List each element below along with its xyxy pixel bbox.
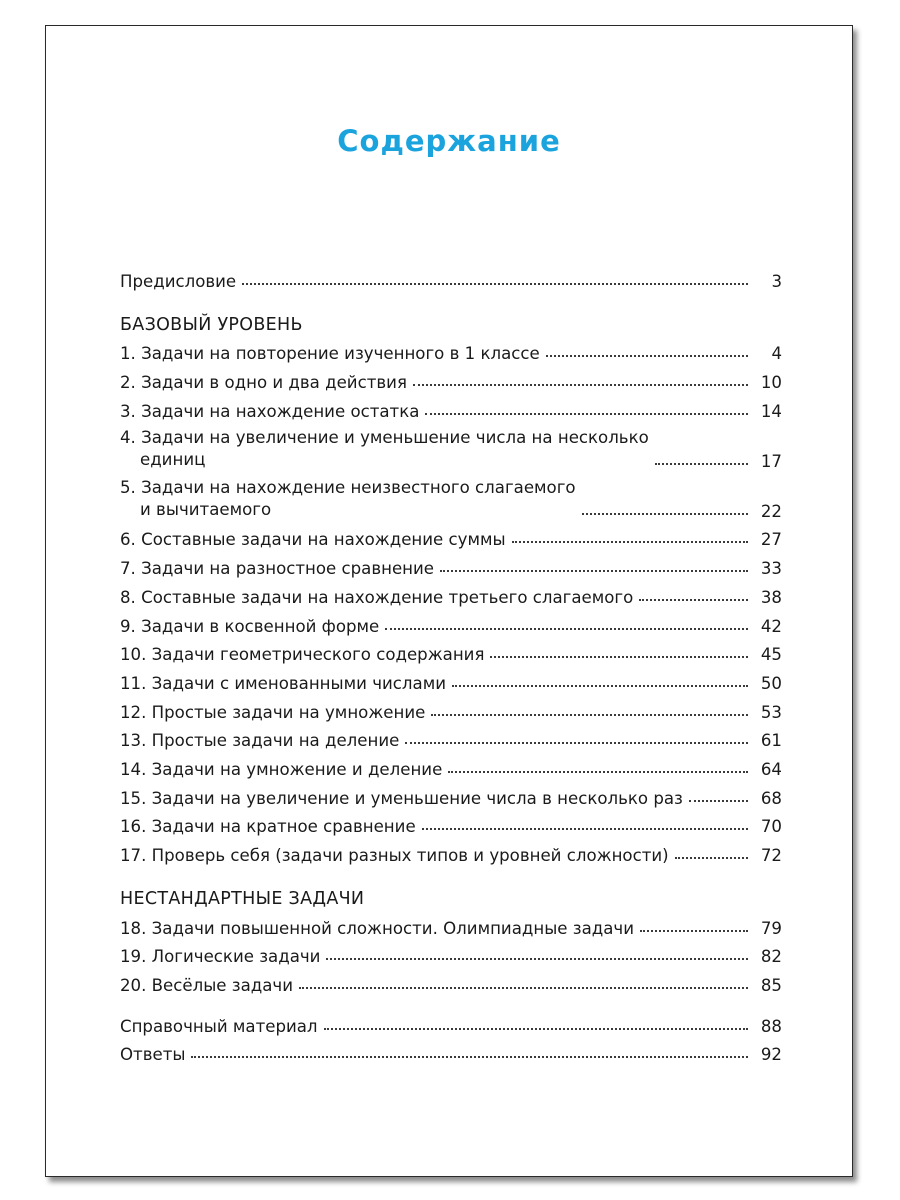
toc-entry[interactable] — [120, 607, 782, 636]
toc-entry-label: 11. Задачи с именованными числами — [120, 673, 447, 693]
dot-leader — [640, 930, 748, 932]
dot-leader — [655, 463, 748, 465]
toc-entry-page: 42 — [760, 616, 782, 636]
toc-entry-page: 17 — [760, 451, 782, 471]
toc-entry[interactable] — [120, 722, 782, 751]
toc-entry-page: 92 — [760, 1045, 782, 1065]
toc-entry-label: 6. Составные задачи на нахождение суммы — [120, 530, 506, 550]
toc-entry-page: 53 — [760, 702, 782, 722]
toc-entry-line2: единиц — [140, 449, 206, 469]
dot-leader — [689, 800, 748, 802]
toc-entry[interactable] — [120, 392, 782, 421]
toc-entry-page: 33 — [760, 559, 782, 579]
section-heading-nonstandard: НЕСТАНДАРТНЫЕ ЗАДАЧИ — [120, 889, 365, 909]
toc-entry-answers[interactable] — [120, 1036, 782, 1065]
spacer — [120, 995, 782, 1007]
toc-entry-appendix[interactable] — [120, 1007, 782, 1036]
toc-entry-page: 85 — [760, 976, 782, 996]
toc-entry-label: Предисловие — [120, 271, 237, 291]
toc-entry-page: 68 — [760, 788, 782, 808]
toc-entry-page: 38 — [760, 587, 782, 607]
dot-leader — [639, 599, 748, 601]
toc-entry-line1: 5. Задачи на нахождение неизвестного слагаемого — [120, 477, 576, 497]
dot-leader — [242, 283, 748, 285]
dot-leader — [512, 541, 748, 543]
toc-entry-label: 17. Проверь себя (задачи разных типов и уровней сложности) — [120, 846, 669, 865]
toc-entry-page: 14 — [760, 401, 782, 421]
toc-entry[interactable] — [120, 808, 782, 837]
toc-entry-page: 10 — [760, 373, 782, 393]
dot-leader — [440, 570, 748, 572]
toc-entry-label — [120, 477, 576, 521]
toc-entry-label: 12. Простые задачи на умножение — [120, 702, 426, 722]
toc-entry[interactable] — [120, 693, 782, 722]
toc-entry[interactable] — [120, 363, 782, 392]
toc-entry[interactable] — [120, 471, 782, 521]
toc-entry-label: 2. Задачи в одно и два действия — [120, 373, 407, 393]
dot-leader — [431, 714, 748, 716]
toc-entry-page: 64 — [760, 759, 782, 779]
toc-entry[interactable] — [120, 578, 782, 607]
toc-entry-page: 61 — [760, 731, 782, 751]
toc-entry-label: 1. Задачи на повторение изученного в 1 классе — [120, 344, 540, 364]
dot-leader — [546, 355, 748, 357]
toc-entry[interactable] — [120, 779, 782, 808]
toc-entry[interactable] — [120, 938, 782, 967]
toc-entry-label: 16. Задачи на кратное сравнение — [120, 817, 416, 837]
toc-entry[interactable] — [120, 521, 782, 550]
toc-entry-label: 9. Задачи в косвенной форме — [120, 616, 380, 636]
toc-entry-label: 3. Задачи на нахождение остатка — [120, 401, 420, 421]
toc-entry-label: 19. Логические задачи — [120, 947, 321, 967]
toc-entry-label: 8. Составные задачи на нахождение третьего слагаемого — [120, 587, 634, 607]
toc-entry-page: 70 — [760, 817, 782, 837]
toc-entry-page: 50 — [760, 673, 782, 693]
dot-leader — [385, 628, 748, 630]
dot-leader — [299, 987, 748, 989]
book-page — [45, 25, 853, 1177]
toc-entry[interactable] — [120, 549, 782, 578]
toc-entry-page: 27 — [760, 530, 782, 550]
dot-leader — [422, 828, 748, 830]
toc-entry-label: 15. Задачи на увеличение и уменьшение числа в несколько раз — [120, 788, 683, 808]
toc-entry-label: 14. Задачи на умножение и деление — [120, 759, 443, 779]
section-heading-basic: БАЗОВЫЙ УРОВЕНЬ — [120, 314, 303, 335]
dot-leader — [324, 1028, 748, 1030]
dot-leader — [405, 742, 748, 744]
toc-entry-label — [120, 427, 649, 471]
toc-entry-page: 22 — [760, 501, 782, 521]
toc-entry-label: 13. Простые задачи на деление — [120, 731, 400, 751]
toc-entry-page: 79 — [760, 918, 782, 938]
toc-entry[interactable] — [120, 966, 782, 995]
dot-leader — [675, 857, 748, 859]
dot-leader — [191, 1056, 748, 1058]
toc-entry-label: Ответы — [120, 1045, 186, 1065]
dot-leader — [448, 771, 748, 773]
toc-entry-page: 45 — [760, 645, 782, 665]
dot-leader — [452, 685, 748, 687]
toc-entry[interactable] — [120, 421, 782, 471]
dot-leader — [425, 413, 748, 415]
table-of-contents — [120, 262, 782, 1064]
toc-entry-page: 4 — [771, 344, 782, 364]
toc-entry[interactable] — [120, 636, 782, 665]
toc-entry-label: 7. Задачи на разностное сравнение — [120, 559, 435, 579]
toc-entry-page: 88 — [760, 1016, 782, 1036]
toc-entry[interactable] — [120, 335, 782, 364]
toc-entry[interactable] — [120, 909, 782, 938]
dot-leader — [413, 384, 748, 386]
toc-entry[interactable] — [120, 750, 782, 779]
toc-entry-line2: и вычитаемого — [140, 499, 272, 519]
toc-entry-page: 3 — [771, 271, 782, 291]
toc-entry-page: 82 — [760, 947, 782, 967]
dot-leader — [490, 656, 748, 658]
page-title: Содержание — [337, 124, 561, 158]
toc-entry-label: 18. Задачи повышенной сложности. Олимпиадные задачи — [120, 918, 635, 938]
toc-entry-label: 20. Весёлые задачи — [120, 976, 294, 996]
dot-leader — [582, 513, 748, 515]
toc-entry-label: Справочный материал — [120, 1016, 318, 1036]
toc-entry-page: 72 — [760, 846, 782, 865]
toc-entry[interactable] — [120, 664, 782, 693]
dot-leader — [326, 958, 748, 960]
toc-entry-preface[interactable] — [120, 262, 782, 291]
toc-entry[interactable] — [120, 836, 782, 865]
toc-entry-line1: 4. Задачи на увеличение и уменьшение числа на несколько — [120, 427, 649, 447]
toc-entry-label: 10. Задачи геометрического содержания — [120, 645, 485, 665]
